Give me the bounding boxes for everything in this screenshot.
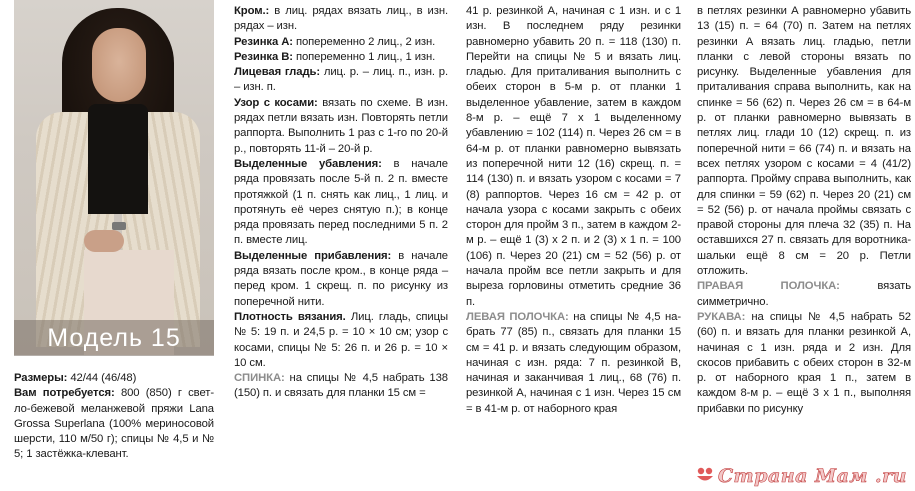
prib-label: Выделенные прибавления: bbox=[234, 249, 392, 262]
rezinka-a-label: Резинка А: bbox=[234, 35, 293, 48]
model-caption-band bbox=[14, 320, 214, 356]
plot-value: Лиц. гладь, спицы № 5: 19 п. и 24,5 р. = 10 × 10 см; узор с косами, спицы № 5: 26 п. и 26 р. = 10 × 10 см. bbox=[234, 310, 449, 369]
plot-label: Плотность вязания. bbox=[234, 310, 346, 323]
needed-label: Вам потребуется: bbox=[14, 387, 115, 400]
rezinka-b-value: попеременно 1 лиц., 1 изн. bbox=[292, 50, 436, 63]
watermark-text: Страна Мам .ru bbox=[717, 465, 907, 487]
watermark bbox=[694, 465, 907, 487]
column-4 bbox=[697, 4, 911, 417]
column-3 bbox=[466, 4, 681, 417]
model-caption: Модель 15 bbox=[47, 323, 181, 352]
rezinka-b-label: Резинка В: bbox=[234, 50, 293, 63]
levaya-continued: в петлях резинки А равномерно убавить 13 (15) п. = 64 (70) п. Затем на петлях резинки А вязать лиц. гладью, петли планки с левой стороны вязать по рисунку. Выделенные убавления для приталивания справа выполнить, как на спинке = 56 (62) п. Через 26 см = в 64-м р. от планки равномерно вывязать в петлях лиц. глади 10 (12) скрещ. п. из поперечной нити = 66 (74) п. и вязать на всех петлях узором с косами = 4 (41/2) раппорта. Пройму справа выполнить, как для спинки = 59 (62) п. Через 20 (21) см = 52 (56) р. от начала проймы связать с правой стороны для плеча 32 (35) п. На оставшихся 27 п. связать для воротника-шальки ещё 8 см = 20 р. Петли отложить. bbox=[697, 5, 911, 278]
ubav-value: в начале ряда провязать после 5-й п. 2 п. вместе протяжкой (1 п. снять как лиц., 1 лиц. и протянуть её через снятую п.); в конце ряда провязать перед последними 5 п. 2 п. вместе лиц. bbox=[234, 157, 448, 247]
spinka-value: на спицы № 4,5 набрать 138 (150) п. и связать для планки 15 см = bbox=[234, 372, 448, 400]
sizes-value: 42/44 (46/48) bbox=[67, 372, 137, 384]
rezinka-a-value: попеременно 2 лиц., 2 изн. bbox=[292, 35, 436, 48]
glad-value: лиц. р. – лиц. п., изн. р. – изн. п. bbox=[234, 66, 448, 94]
column-1 bbox=[14, 371, 214, 463]
glad-label: Лицевая гладь: bbox=[234, 66, 321, 79]
kosy-label: Узор с косами: bbox=[234, 96, 318, 109]
site-logo-icon bbox=[694, 466, 716, 484]
pravaya-value: вязать симметрично. bbox=[697, 280, 911, 308]
sizes-label: Размеры: bbox=[14, 372, 68, 384]
prib-value: в начале ряда вязать после кром., в конце ряда – перед кром. 1 скрещ. п. по рисунку из поперечной нити. bbox=[234, 249, 448, 308]
spinka-continued: 41 р. резинкой А, начиная с 1 изн. и с 1 изн. В последнем ряду резинки равномерно убавить 20 п. = 118 (130) п. Перейти на спицы № 5 и вязать лиц. гладью. Для приталивания выполнить с обеих сторон в 5-м р. от планки 1 выделенное убавление, затем в каждом 8-м р. – ещё 7 x 1 выделенному убавлению = 102 (114) п. Через 26 см = в 64-м р. от планки равномерно вывязать из поперечной нити 12 (16) скрещ. п. = 114 (130) п. и вязать узором с косами = 7 (8) раппортов. Через 16 см = 42 р. от начала узора с косами закрыть с обеих сторон для пройм 3 п., затем в каждом 2-м р. – ещё 1 (3) x 2 п. и 2 (3) x 1 п. = 100 (106) п. Через 20 (21) см = 52 (56) р. от начала пройм все петли закрыть и для выреза горловины отметить средние 36 п. bbox=[466, 5, 681, 308]
levaya-label: ЛЕВАЯ ПОЛОЧКА: bbox=[466, 310, 569, 323]
krom-value: в лиц. рядах вязать лиц., в изн. рядах – изн. bbox=[234, 5, 448, 33]
levaya-value: на спицы № 4,5 на-брать 77 (85) п., связать для планки 15 см = 41 р. и вязать следующим образом, начиная с изн. ряда: 7 п. резинкой В, начиная и заканчивая 1 лиц., 68 (76) п. резинкой А, начиная с 1 изн. Через 15 см = в 41-м р. от наборного края bbox=[466, 310, 681, 415]
needed-value: 800 (850) г свет-ло-бежевой меланжевой пряжи Lana Grossa Superlana (100% мериносовой шерсти, 110 м/50 г); спицы № 4,5 и № 5; 1 застёжка-клевант. bbox=[14, 387, 214, 461]
pravaya-label: ПРАВАЯ ПОЛОЧКА: bbox=[697, 280, 840, 293]
rukava-label: РУКАВА: bbox=[697, 310, 746, 323]
model-photo bbox=[14, 0, 214, 355]
rukava-value: на спицы № 4,5 набрать 52 (60) п. и вязать для планки резинкой А, начиная с 1 изн. ряда и 2 изн. Для скосов прибавить с обеих сторон в 32-м р. от наборного края 1 п., затем в каждом 8-м р. – ещё 3 x 1 п., выполняя прибавки по рисунку bbox=[697, 310, 911, 415]
spinka-label: СПИНКА: bbox=[234, 372, 285, 385]
krom-label: Кром.: bbox=[234, 5, 270, 17]
kosy-value: вязать по схеме. В изн. рядах петли вязать изн. Повторять петли раппорта. Выполнить 1 раз с 1-го по 20-й р., повторять 11-й – 20-й р. bbox=[234, 96, 448, 155]
ubav-label: Выделенные убавления: bbox=[234, 157, 382, 170]
column-2 bbox=[234, 4, 448, 402]
